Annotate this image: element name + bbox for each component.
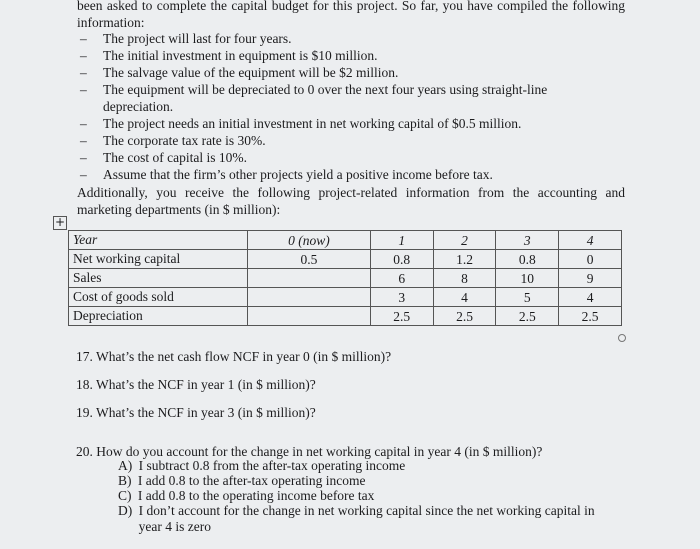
- dash-bullet: –: [80, 31, 87, 46]
- table-cell: 0.5: [248, 250, 371, 269]
- table-cell: 1: [370, 231, 433, 250]
- table-cell: 10: [496, 269, 559, 288]
- list-item-text: The salvage value of the equipment will be $2 million.: [103, 65, 399, 80]
- table-cell: [248, 288, 371, 307]
- answer-option[interactable]: [118, 488, 618, 504]
- row-label: Cost of goods sold: [69, 288, 248, 307]
- dash-bullet: –: [80, 150, 87, 165]
- table-row: [69, 288, 622, 307]
- additional-paragraph: Additionally, you receive the following project-related information from the accounting and marketing departments (in $ million):: [77, 185, 625, 217]
- option-letter: D): [118, 503, 133, 518]
- list-item-text: The project needs an initial investment in net working capital of $0.5 million.: [103, 116, 522, 131]
- row-label: Depreciation: [69, 307, 248, 326]
- intro-paragraph: been asked to complete the capital budget for this project. So far, you have compiled the following information:: [77, 0, 625, 30]
- dash-bullet: –: [80, 82, 87, 97]
- table-cell: 4: [559, 231, 622, 250]
- table-cell: 0.8: [370, 250, 433, 269]
- row-label: Year: [69, 231, 248, 250]
- question-19: 19. What’s the NCF in year 3 (in $ million)?: [76, 405, 316, 420]
- table-row: [69, 307, 622, 326]
- option-text: I don’t account for the change in net working capital since the net working capital in year 4 is zero: [138, 503, 595, 534]
- question-20: 20. How do you account for the change in net working capital in year 4 (in $ million)?: [76, 444, 543, 459]
- table-row: [69, 269, 622, 288]
- table-cell: 2.5: [370, 307, 433, 326]
- table-cell: 4: [559, 288, 622, 307]
- table-cell: 5: [496, 288, 559, 307]
- table-cell: 2.5: [433, 307, 496, 326]
- table-cell: 3: [370, 288, 433, 307]
- option-letter: A): [118, 458, 133, 473]
- table-row: [69, 231, 622, 250]
- table-cell: 2.5: [559, 307, 622, 326]
- list-item-text: Assume that the firm’s other projects yield a positive income before tax.: [103, 167, 493, 182]
- list-item-text: The corporate tax rate is 30%.: [103, 133, 266, 148]
- question-18: 18. What’s the NCF in year 1 (in $ million)?: [76, 377, 316, 392]
- list-item-text: The equipment will be depreciated to 0 over the next four years using straight-line depreciation.: [103, 82, 548, 114]
- question-17: 17. What’s the net cash flow NCF in year 0 (in $ million)?: [76, 349, 392, 364]
- list-item-text: The cost of capital is 10%.: [103, 150, 247, 165]
- option-text: I subtract 0.8 from the after-tax operating income: [138, 458, 406, 473]
- table-cell: 9: [559, 269, 622, 288]
- dash-bullet: –: [80, 48, 87, 63]
- dash-bullet: –: [80, 65, 87, 80]
- table-cell: 8: [433, 269, 496, 288]
- row-label: Sales: [69, 269, 248, 288]
- list-item-text: The project will last for four years.: [103, 31, 292, 46]
- table-cell: 0: [559, 250, 622, 269]
- table-move-handle-icon[interactable]: +: [54, 215, 66, 229]
- answer-option[interactable]: [118, 473, 618, 489]
- table-cell: 6: [370, 269, 433, 288]
- table-cell: 2.5: [496, 307, 559, 326]
- table-cell: 4: [433, 288, 496, 307]
- dash-bullet: –: [80, 133, 87, 148]
- table-cell: 0 (now): [248, 231, 371, 250]
- row-label: Net working capital: [69, 250, 248, 269]
- table-cell: 2: [433, 231, 496, 250]
- table-row: [69, 250, 622, 269]
- dash-bullet: –: [80, 116, 87, 131]
- table-cell: 0.8: [496, 250, 559, 269]
- option-letter: B): [118, 473, 132, 488]
- dash-bullet: –: [80, 167, 87, 182]
- list-item-text: The initial investment in equipment is $10 million.: [103, 48, 378, 63]
- option-text: I add 0.8 to the after-tax operating income: [137, 473, 366, 488]
- table-cell: [248, 269, 371, 288]
- project-data-table: [68, 230, 622, 326]
- option-text: I add 0.8 to the operating income before tax: [137, 488, 375, 503]
- table-cell: 1.2: [433, 250, 496, 269]
- table-cell: [248, 307, 371, 326]
- answer-option[interactable]: [118, 458, 619, 474]
- option-letter: C): [118, 488, 132, 503]
- table-cell: 3: [496, 231, 559, 250]
- table-resize-handle-icon[interactable]: [618, 334, 626, 342]
- answer-option[interactable]: [118, 503, 619, 535]
